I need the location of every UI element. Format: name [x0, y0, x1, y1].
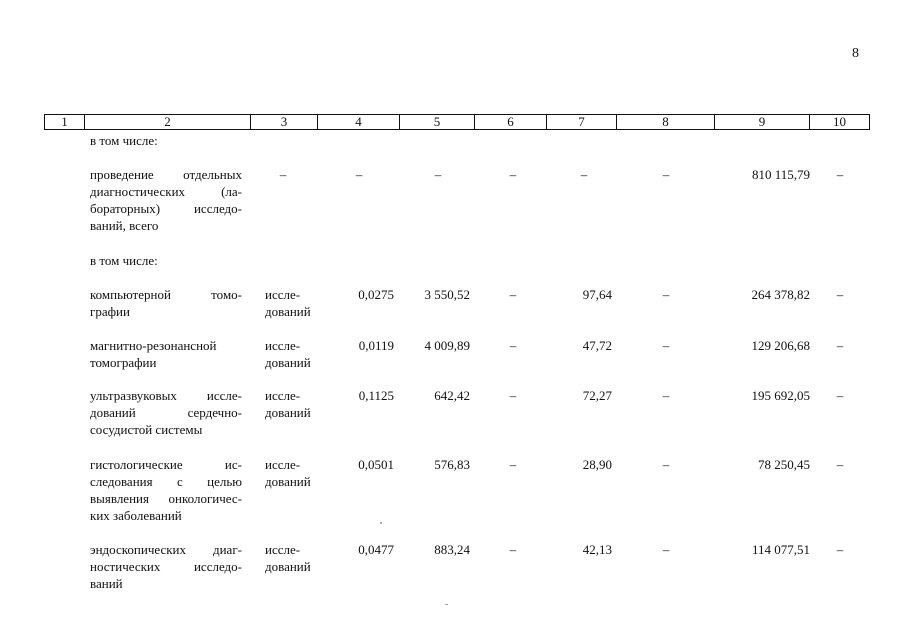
row-col-7: 72,27 — [582, 388, 612, 403]
row-col-4: 0,0477 — [358, 542, 394, 557]
row-line: выявления онкологичес- — [90, 491, 242, 506]
summary-line: ваний, всего — [90, 218, 159, 233]
row-col-4: 0,0275 — [358, 287, 394, 302]
row-line: ностических исследо- — [90, 559, 242, 574]
header-col-7: 7 — [547, 115, 617, 129]
header-col-5: 5 — [400, 115, 475, 129]
summary-col-5: – — [434, 167, 442, 182]
row-line: эндоскопических диаг- — [90, 542, 242, 557]
row-col-7: 28,90 — [582, 457, 612, 472]
row-line: ваний — [90, 576, 123, 591]
summary-line: проведение отдельных — [90, 167, 242, 182]
summary-col-9: 810 115,79 — [751, 167, 810, 182]
row-col-7: 47,72 — [582, 338, 612, 353]
row-col-8: – — [662, 287, 670, 302]
row-description — [90, 541, 242, 592]
row-col-9: 195 692,05 — [751, 388, 810, 403]
header-col-8: 8 — [617, 115, 715, 129]
header-col-10: 10 — [833, 114, 846, 129]
row-line: гистологические ис- — [90, 457, 242, 472]
row-description — [90, 387, 242, 438]
header-col-1: 1 — [45, 115, 85, 129]
header-col-9: 9 — [715, 115, 810, 129]
row-col-5: 3 550,52 — [424, 287, 470, 302]
summary-line: бораторных) исследо- — [90, 201, 242, 216]
row-line: ультразвуковых иссле- — [90, 388, 242, 403]
row-col-8: – — [662, 388, 670, 403]
table-header-row — [44, 114, 870, 130]
row-col-5: 883,24 — [434, 542, 470, 557]
label-including: в том числе: — [90, 133, 158, 148]
summary-col-7: – — [580, 167, 588, 182]
row-unit — [265, 541, 311, 575]
row-col-10: – — [836, 388, 844, 403]
row-line: компьютерной томо- — [90, 287, 242, 302]
row-col-10: – — [836, 457, 844, 472]
row-line: следования с целью — [90, 474, 242, 489]
header-col-3: 3 — [251, 115, 318, 129]
row-col-6: – — [509, 388, 517, 403]
unit-line: иссле- — [265, 542, 301, 557]
header-col-6: 6 — [475, 115, 547, 129]
unit-line: дований — [265, 304, 311, 319]
row-col-9: 78 250,45 — [758, 457, 810, 472]
row-col-6: – — [509, 542, 517, 557]
row-col-5: 4 009,89 — [424, 338, 470, 353]
summary-col-3: – — [279, 167, 287, 182]
row-description — [90, 337, 242, 371]
row-col-9: 114 077,51 — [751, 542, 810, 557]
row-col-4: 0,1125 — [358, 388, 394, 403]
row-col-4: 0,0119 — [358, 338, 394, 353]
row-col-6: – — [509, 287, 517, 302]
unit-line: дований — [265, 474, 311, 489]
row-col-8: – — [662, 338, 670, 353]
scan-speck — [445, 604, 448, 605]
label-including: в том числе: — [90, 253, 158, 268]
row-line: сосудистой системы — [90, 422, 203, 437]
row-col-6: – — [509, 457, 517, 472]
unit-line: иссле- — [265, 457, 301, 472]
unit-line: дований — [265, 559, 311, 574]
row-unit — [265, 286, 311, 320]
row-line: графии — [90, 304, 130, 319]
row-unit — [265, 387, 311, 421]
row-description — [90, 286, 242, 320]
row-line: томографии — [90, 355, 157, 370]
summary-line: диагностических (ла- — [90, 184, 242, 199]
row-col-9: 264 378,82 — [751, 287, 810, 302]
summary-col-4: – — [355, 167, 363, 182]
row-col-6: – — [509, 338, 517, 353]
summary-description — [90, 166, 242, 234]
unit-line: иссле- — [265, 388, 301, 403]
header-col-4: 4 — [318, 115, 400, 129]
unit-line: иссле- — [265, 338, 301, 353]
row-col-10: – — [836, 338, 844, 353]
row-unit — [265, 337, 311, 371]
row-col-4: 0,0501 — [358, 457, 394, 472]
unit-line: дований — [265, 405, 311, 420]
row-col-5: 576,83 — [434, 457, 470, 472]
summary-col-10: – — [836, 167, 844, 182]
page-number: 8 — [852, 46, 859, 61]
row-col-8: – — [662, 542, 670, 557]
unit-line: иссле- — [265, 287, 301, 302]
row-line: дований сердечно- — [90, 405, 242, 420]
row-col-8: – — [662, 457, 670, 472]
row-col-7: 42,13 — [582, 542, 612, 557]
row-col-10: – — [836, 542, 844, 557]
summary-col-8: – — [662, 167, 670, 182]
row-line: ких заболеваний — [90, 508, 182, 523]
summary-col-6: – — [509, 167, 517, 182]
header-col-2: 2 — [85, 115, 251, 129]
row-col-9: 129 206,68 — [751, 338, 810, 353]
row-description — [90, 456, 242, 524]
row-col-10: – — [836, 287, 844, 302]
row-col-7: 97,64 — [582, 287, 612, 302]
row-col-5: 642,42 — [434, 388, 470, 403]
row-line: магнитно-резонансной — [90, 338, 217, 353]
scan-speck — [380, 522, 382, 524]
row-unit — [265, 456, 311, 490]
unit-line: дований — [265, 355, 311, 370]
